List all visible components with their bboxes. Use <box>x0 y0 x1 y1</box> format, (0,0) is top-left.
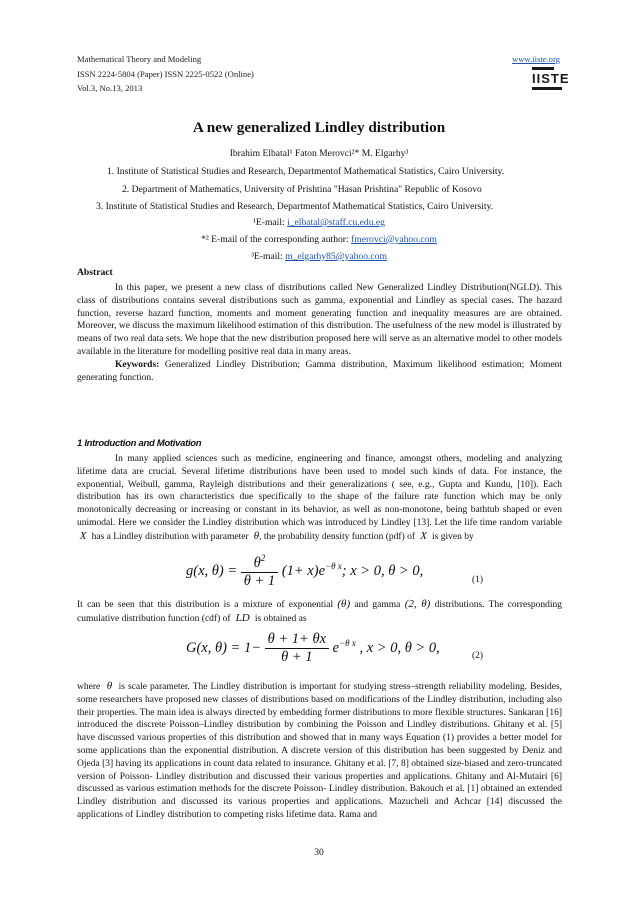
para2-mid: and gamma <box>354 600 401 610</box>
abstract-text: In this paper, we present a new class of distributions called New Generalized Lindley Distribution(NGLD). This class of distributions contains several distributions such as gamma, exponential and Lindley as special cases. The hazard function, reverse hazard function, moments and moment generating function and inequality measures are are obtained. Moreover, we discuss the maximum likelihood estimation of this distribution. The usefulness of the new model is illustrated by means of two real data sets. We hope that the new distribution proposed here will serve as an alternative model to other models available in the literature for modelling positive real data in many areas. <box>77 283 562 357</box>
para1-text: In many applied sciences such as medicine, engineering and finance, amongst others, modeling and analyzing lifetime data are crucial. Several lifetime distributions have been used to model such kinds of data. For instance, the exponential, Weibull, gamma, Rayleigh distributions and their generalizations ( see, e.g., Gupta and Kundu, [10]). Each distribution has its own characteristics due specifically to the shape of the failure rate function which may be only monotonically decreasing or increasing or constant in its behavior, as well as non-monotone, being bathtub shaped or even unimodal. Here we consider the Lindley distribution which was introduced by Lindley [13]. Let the life time random variable <box>77 454 562 528</box>
abstract-heading: Abstract <box>77 267 113 278</box>
gamma-param-symbol: (2, θ) <box>404 598 431 610</box>
para3-prefix: where <box>77 682 101 692</box>
email-1-link[interactable]: i_elbatal@staff.cu.edu.eg <box>287 217 385 228</box>
affiliation-2: 2. Department of Mathematics, University of Prishtina "Hasan Prishtina" Republic of Kosovo <box>122 184 482 195</box>
theta-symbol-3: θ <box>103 680 116 692</box>
var-x-symbol: X <box>77 529 90 542</box>
journal-name: Mathematical Theory and Modeling <box>77 54 202 64</box>
para1-mid: has a Lindley distribution with parameter <box>91 531 249 542</box>
section1-para1: In many applied sciences such as medicine, engineering and finance, amongst others, modeling and analyzing lifetime data are crucial. Several lifetime distributions have been used to model such kinds of data. For instance, the exponential, Weibull, gamma, Rayleigh distributions and their generalizations ( see, e.g., Gupta and Kundu, [10]). Each distribution has its own characteristics due specifically to the shape of the failure rate function which may be only monotonically decreasing or increasing or constant in its behavior, as well as non-monotone, being bathtub shaped or even unimodal. Here we consider the Lindley distribution which was introduced by Lindley [13]. Let the life time random variable X has a Lindley distribution with parameter θ, the probability density function (pdf) of X is given by <box>77 454 562 542</box>
section1-para2 <box>77 598 562 626</box>
para2-end: distributions. The corresponding cumulative distribution function (cdf) of <box>77 600 563 624</box>
email-2-line <box>0 234 638 245</box>
para3-text: is scale parameter. The Lindley distribution is important for studying stress–strength reliability modeling. Besides, some researchers have proposed new classes of distributions based on modifications of the Lindley distribution, including also their properties. The main idea is always directed by embedding former distributions to more flexible structures. Sankaran [16] introduced the discrete Poisson–Lindley distribution by combining the Poisson and Lindley distributions. Ghitany et al. [5] have discussed various properties of this distribution and showed that in many ways Equation (1) provides a better model for some applications than the exponential distribution. A discrete version of this distribution has been suggested by Deniz and Ojeda [3] having its applications in count data related to insurance. Ghitany et al. [7, 8] obtained size-biased and zero-truncated version of Poisson- Lindley distribution and discussed their various properties and applications. Ghitany and Al-Mutairi [6] discussed as various estimation methods for the discrete Poisson- Lindley distribution. Bakouch et al. [1] obtained an extended Lindley distribution and discussed its various properties and applications. Mazucheli and Achcar [14] discussed the applications of Lindley distribution to competing risks lifetime data. Rama and <box>77 682 563 820</box>
var-x-symbol-2: X <box>417 529 430 542</box>
keywords-label: Keywords: <box>115 359 160 370</box>
equation-1-label: (1) <box>472 575 484 585</box>
section-heading: 1 Introduction and Motivation <box>77 438 202 449</box>
equation-2-label: (2) <box>472 651 484 661</box>
email-3-label: ³E-mail: <box>251 251 286 262</box>
authors: Ibrahim Elbatal¹ Faton Merovci²* M. Elgarhy³ <box>229 148 409 159</box>
para2-text: It can be seen that this distribution is a mixture of exponential <box>77 600 334 610</box>
volume-line: Vol.3, No.13, 2013 <box>77 83 143 93</box>
affiliation-3: 3. Institute of Statistical Studies and Research, Departmentof Mathematical Statistics, Cairo University. <box>96 201 494 212</box>
keywords-text: Generalized Lindley Distribution; Gamma distribution, Maximum likelihood estimation; Moment generating function. <box>77 359 562 383</box>
eq2-fraction: $\frac{\theta + 1+ \theta x}{\theta + 1}$ <box>265 631 329 666</box>
para1-tail: is given by <box>432 531 474 542</box>
equation-1: g(x, θ) = $\frac{\theta^2}{\theta + 1}$ $(1+ x)e^{-\theta x}$; x > 0, θ > 0, <box>186 553 424 589</box>
page-number: 30 <box>314 847 324 858</box>
logo-underline-icon <box>532 87 562 90</box>
section1-para3 <box>77 680 562 822</box>
email-3-link[interactable]: m_elgarhy85@yahoo.com <box>285 251 387 262</box>
affiliation-1: 1. Institute of Statistical Studies and Research, Departmentof Mathematical Statistics, Cairo University. <box>107 166 505 177</box>
para1-end: the probability density function (pdf) of <box>263 531 416 542</box>
issn-line: ISSN 2224-5804 (Paper) ISSN 2225-0522 (Online) <box>77 69 254 79</box>
para2-tail: is obtained as <box>254 613 307 624</box>
logo-text: IISTE <box>532 71 570 86</box>
iiste-logo <box>532 67 570 90</box>
ld-symbol: LD <box>232 611 253 624</box>
logo-bar-icon <box>532 67 554 70</box>
paper-title: A new generalized Lindley distribution <box>192 119 446 136</box>
email-1-line <box>0 217 638 228</box>
email-3-line <box>0 251 638 262</box>
email-2-link[interactable]: fmerovci@yahoo.com <box>351 234 437 245</box>
abstract-body <box>77 282 562 384</box>
equation-2: G(x, θ) = 1− $\frac{\theta + 1+ \theta x}{\theta + 1}$ $e^{-\theta x}$ , x > 0, θ > 0, <box>186 631 440 665</box>
eq1-fraction: $\frac{\theta^2}{\theta + 1}$ <box>241 553 278 590</box>
theta-symbol: θ <box>250 529 260 542</box>
email-2-label: *² E-mail of the corresponding author: <box>201 234 352 245</box>
website-link[interactable]: www.iiste.org <box>512 54 560 64</box>
email-1-label: ¹E-mail: <box>253 217 288 228</box>
theta-paren-symbol: (θ) <box>337 598 351 610</box>
